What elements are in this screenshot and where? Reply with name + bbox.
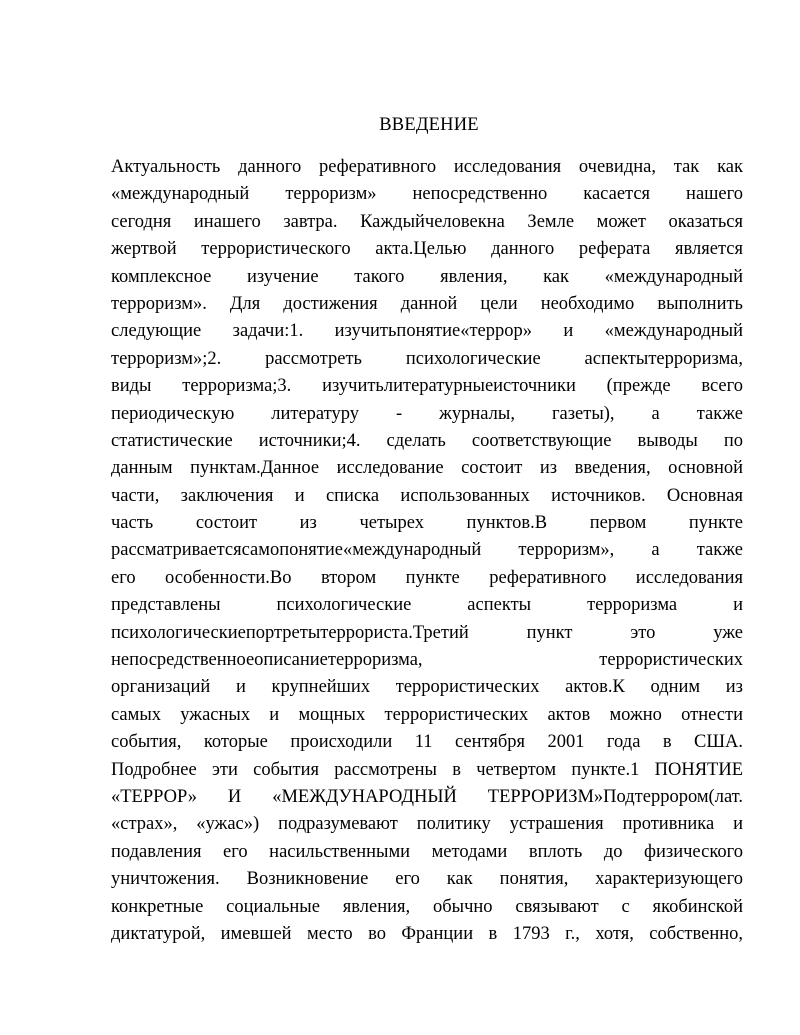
paragraph-line: самых ужасных и мощных террористических актов можно отнести — [111, 704, 743, 725]
paragraph-line: «ТЕРРОР» И «МЕЖДУНАРОДНЫЙ ТЕРРОРИЗМ»Подтеррором(лат. — [111, 786, 743, 807]
paragraph-line: «страх», «ужас») подразумевают политику устрашения противника и — [111, 814, 743, 835]
page-title: ВВЕДЕНИЕ — [379, 115, 479, 135]
paragraph-line: рассматриваетсясамопонятие«международный терроризм», а также — [111, 540, 743, 561]
paragraph-line: терроризм». Для достижения данной цели необходимо выполнить — [111, 293, 743, 314]
paragraph-line: виды терроризма;3. изучитьлитературныеисточники (прежде всего — [111, 376, 743, 397]
paragraph-line: уничтожения. Возникновение его как понятия, характеризующего — [111, 869, 743, 890]
body-text — [111, 154, 743, 948]
paragraph-line: представлены психологические аспекты терроризма и — [111, 595, 743, 616]
paragraph-line: Актуальность данного реферативного исследования очевидна, так как — [111, 157, 743, 177]
paragraph-line: сегодня инашего завтра. Каждыйчеловекна Земле может оказаться — [111, 211, 743, 232]
paragraph-line: части, заключения и списка использованных источников. Основная — [111, 485, 743, 506]
paragraph-line: подавления его насильственными методами вплоть до физического — [111, 841, 743, 862]
paragraph-line: терроризм»;2. рассмотреть психологические аспектытерроризма, — [111, 348, 743, 369]
paragraph-line: его особенности.Во втором пункте реферативного исследования — [111, 567, 743, 588]
paragraph-line: следующие задачи:1. изучитьпонятие«террор» и «международный — [111, 321, 743, 342]
paragraph-line: статистические источники;4. сделать соответствующие выводы по — [111, 430, 743, 451]
paragraph-line: конкретные социальные явления, обычно связывают с якобинской — [111, 896, 743, 917]
paragraph-line: жертвой террористического акта.Целью данного реферата является — [111, 239, 743, 260]
paragraph-line: события, которые происходили 11 сентября 2001 года в США. — [111, 732, 743, 753]
paragraph-line: организаций и крупнейших террористических актов.К одним из — [111, 677, 743, 698]
paragraph-line: периодическую литературу - журналы, газеты), а также — [111, 403, 743, 424]
paragraph-line: комплексное изучение такого явления, как «международный — [111, 266, 743, 287]
paragraph-line: данным пунктам.Данное исследование состоит из введения, основной — [111, 458, 743, 479]
paragraph-line: часть состоит из четырех пунктов.В первом пункте — [111, 513, 743, 534]
paragraph-line: диктатурой, имевшей место во Франции в 1793 г., хотя, собственно, — [111, 923, 743, 944]
paragraph-line: Подробнее эти события рассмотрены в четвертом пункте.1 ПОНЯТИЕ — [111, 759, 743, 780]
paragraph-line: непосредственноеописаниетерроризма, террористических — [111, 650, 743, 671]
paragraph-line: «международный терроризм» непосредственно касается нашего — [111, 184, 743, 205]
paragraph-line: психологическиепортретытеррориста.Третий пункт это уже — [111, 622, 743, 643]
